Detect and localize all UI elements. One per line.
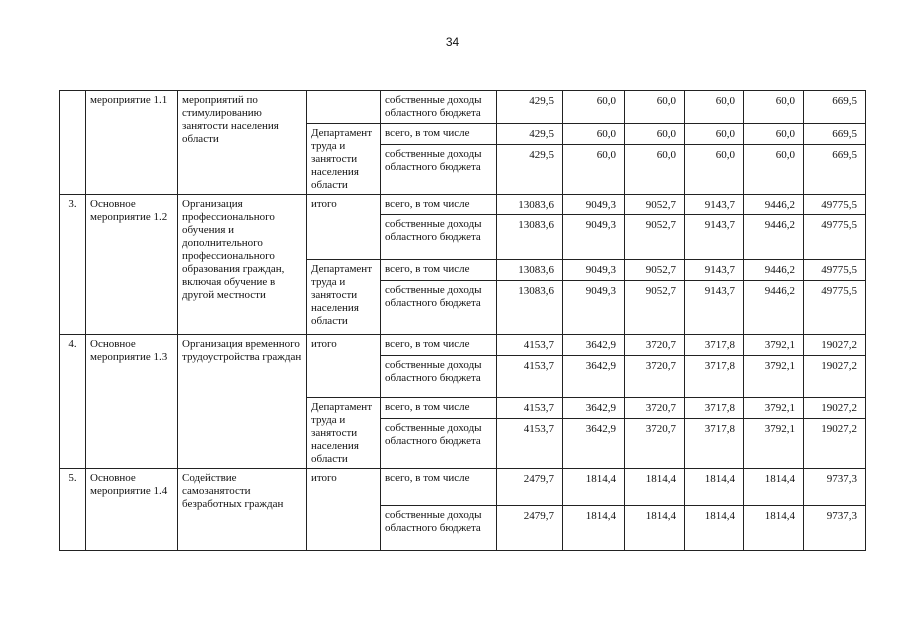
amount-cell: 3642,9 [563,356,625,398]
amount-cell: 4153,7 [497,398,563,419]
amount-cell: 60,0 [744,144,804,194]
event-name: Основное мероприятие 1.3 [86,335,178,469]
amount-cell: 2479,7 [497,506,563,551]
amount-cell: 9052,7 [625,281,685,335]
responsible-party: Департамент труда и занятости населения области [307,398,381,469]
amount-cell: 3792,1 [744,418,804,468]
amount-cell: 9049,3 [563,281,625,335]
amount-total: 19027,2 [804,418,866,468]
amount-cell: 429,5 [497,144,563,194]
amount-total: 19027,2 [804,356,866,398]
amount-cell: 60,0 [685,91,744,124]
amount-cell: 3720,7 [625,398,685,419]
amount-cell: 60,0 [625,124,685,145]
event-name: Основное мероприятие 1.2 [86,195,178,335]
amount-cell: 13083,6 [497,260,563,281]
amount-total: 669,5 [804,124,866,145]
amount-cell: 4153,7 [497,335,563,356]
amount-cell: 9446,2 [744,281,804,335]
responsible-party: Департамент труда и занятости населения области [307,260,381,335]
amount-cell: 9049,3 [563,215,625,260]
amount-total: 49775,5 [804,215,866,260]
amount-cell: 13083,6 [497,281,563,335]
amount-cell: 1814,4 [685,469,744,506]
event-description: Содействие самозанятости безработных граждан [178,469,307,551]
amount-cell: 60,0 [625,91,685,124]
amount-cell: 3717,8 [685,398,744,419]
responsible-party: итого [307,335,381,398]
amount-total: 9737,3 [804,506,866,551]
amount-cell: 4153,7 [497,356,563,398]
amount-cell: 3720,7 [625,418,685,468]
row-number [60,91,86,195]
amount-cell: 9446,2 [744,215,804,260]
amount-cell: 9446,2 [744,195,804,215]
amount-cell: 9446,2 [744,260,804,281]
funding-source: всего, в том числе [381,398,497,419]
responsible-party: итого [307,195,381,260]
amount-cell: 9143,7 [685,195,744,215]
amount-cell: 9049,3 [563,260,625,281]
responsible-party: итого [307,469,381,551]
funding-source: всего, в том числе [381,469,497,506]
amount-cell: 2479,7 [497,469,563,506]
amount-cell: 3717,8 [685,356,744,398]
funding-source: собственные доходы областного бюджета [381,144,497,194]
amount-cell: 9143,7 [685,260,744,281]
amount-cell: 1814,4 [625,506,685,551]
amount-cell: 1814,4 [563,469,625,506]
amount-total: 669,5 [804,144,866,194]
responsible-party [307,91,381,124]
amount-cell: 1814,4 [563,506,625,551]
funding-source: всего, в том числе [381,195,497,215]
page-number: 34 [445,35,460,49]
funding-source: собственные доходы областного бюджета [381,506,497,551]
amount-cell: 3642,9 [563,398,625,419]
amount-total: 49775,5 [804,195,866,215]
funding-source: собственные доходы областного бюджета [381,281,497,335]
amount-cell: 9052,7 [625,260,685,281]
amount-cell: 1814,4 [744,469,804,506]
funding-source: всего, в том числе [381,335,497,356]
funding-source: собственные доходы областного бюджета [381,215,497,260]
amount-cell: 60,0 [685,144,744,194]
amount-cell: 3717,8 [685,418,744,468]
funding-source: всего, в том числе [381,260,497,281]
row-number: 5. [60,469,86,551]
budget-table [59,90,866,551]
table-row [60,335,866,356]
amount-cell: 1814,4 [625,469,685,506]
amount-cell: 3720,7 [625,356,685,398]
amount-total: 19027,2 [804,398,866,419]
amount-total: 9737,3 [804,469,866,506]
responsible-party: Департамент труда и занятости населения области [307,124,381,195]
funding-source: собственные доходы областного бюджета [381,418,497,468]
amount-cell: 3717,8 [685,335,744,356]
amount-cell: 429,5 [497,91,563,124]
table-row [60,469,866,506]
amount-cell: 60,0 [685,124,744,145]
amount-cell: 3642,9 [563,418,625,468]
amount-cell: 4153,7 [497,418,563,468]
event-description: мероприятий по стимулированию занятости населения области [178,91,307,195]
funding-source: всего, в том числе [381,124,497,145]
amount-cell: 3792,1 [744,356,804,398]
amount-cell: 60,0 [744,91,804,124]
amount-cell: 1814,4 [685,506,744,551]
amount-total: 669,5 [804,91,866,124]
amount-cell: 9052,7 [625,215,685,260]
event-name: Основное мероприятие 1.4 [86,469,178,551]
amount-cell: 60,0 [625,144,685,194]
row-number: 3. [60,195,86,335]
amount-cell: 9143,7 [685,215,744,260]
amount-cell: 1814,4 [744,506,804,551]
amount-total: 49775,5 [804,281,866,335]
amount-cell: 429,5 [497,124,563,145]
amount-cell: 3792,1 [744,335,804,356]
amount-cell: 3720,7 [625,335,685,356]
table-body [60,91,866,551]
amount-cell: 60,0 [744,124,804,145]
table-row [60,195,866,215]
funding-source: собственные доходы областного бюджета [381,356,497,398]
amount-cell: 3642,9 [563,335,625,356]
table-row [60,91,866,124]
row-number: 4. [60,335,86,469]
amount-cell: 3792,1 [744,398,804,419]
event-name: мероприятие 1.1 [86,91,178,195]
amount-cell: 9049,3 [563,195,625,215]
amount-cell: 9143,7 [685,281,744,335]
amount-cell: 9052,7 [625,195,685,215]
amount-cell: 60,0 [563,124,625,145]
amount-cell: 60,0 [563,144,625,194]
amount-cell: 13083,6 [497,195,563,215]
amount-cell: 13083,6 [497,215,563,260]
amount-total: 19027,2 [804,335,866,356]
amount-total: 49775,5 [804,260,866,281]
event-description: Организация профессионального обучения и дополнительного профессионального образования граждан, включая обучение в другой местности [178,195,307,335]
funding-source: собственные доходы областного бюджета [381,91,497,124]
amount-cell: 60,0 [563,91,625,124]
event-description: Организация временного трудоустройства граждан [178,335,307,469]
